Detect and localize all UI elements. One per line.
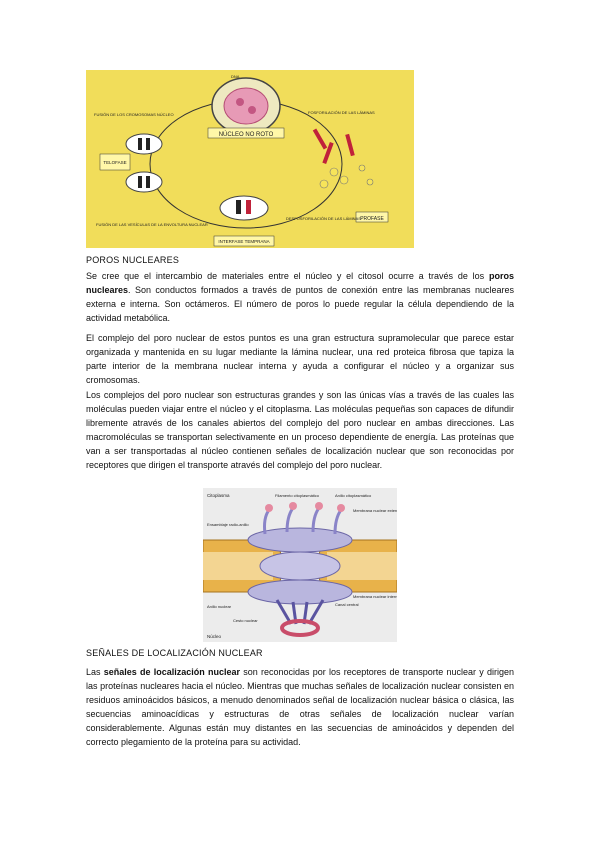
label-filamento: Filamento citoplasmático xyxy=(275,493,320,498)
cell-cycle-figure xyxy=(86,70,414,248)
label-membrana-ext: Membrana nuclear externa xyxy=(353,508,397,513)
telofase-label: TELOFASE xyxy=(103,160,127,165)
interfase-label: INTERFASE TEMPRANA xyxy=(218,239,270,244)
phosphorylation-label: FOSFORILACIÓN DE LAS LÁMINAS xyxy=(308,110,375,115)
label-nucleo: Núcleo xyxy=(207,634,222,639)
nuclear-ring xyxy=(248,580,352,604)
profase-label: PROFASE xyxy=(360,216,384,222)
paragraph-senales-1 xyxy=(86,665,514,749)
label-canal: Canal central xyxy=(335,602,359,607)
paragraph-text: . Son conductos formados a través de puntos de conexión entre las membranas nucleares externa e interna. Son octámeros. El número de poros lo puede regular la célula dependiendo de la actividad metabólica. xyxy=(86,285,514,323)
telophase-stage xyxy=(94,112,174,192)
cyto-filament xyxy=(335,510,341,534)
label-citoplasma: Citoplasma xyxy=(207,493,230,498)
paragraph-bold-term: poros nucleares xyxy=(86,271,514,295)
paragraph-text: son reconocidas por los receptores de transporte nuclear y dirigen las proteínas nucleares hacia el núcleo. Mientras que muchas señales de localización nuclear consisten en residuos aminoácidos básicos, a menudo denominados señal de localización nuclear básica o clásica, las secuencias aminoacídicas y estructuras de otras señales de localización nuclear varían considerablemente. Algunas están muy distantes en las secuencias de aminoácidos y dependen del correcto plegamiento de la proteína para su actividad. xyxy=(86,667,514,747)
interphase-nucleus xyxy=(208,74,284,138)
paragraph-text: Se cree que el intercambio de materiales entre el núcleo y el citosol ocurre a través de los xyxy=(86,271,489,281)
label-anillo-nuc: Anillo nuclear xyxy=(207,604,232,609)
paragraph-poros-1 xyxy=(86,269,514,325)
label-anillo-cito: Anillo citoplasmático xyxy=(335,493,372,498)
paragraph-poros-3: Los complejos del poro nuclear son estructuras grandes y son las únicas vías a través de las cuales las moléculas pueden viajar entre el núcleo y el citoplasma. Las moléculas pequeñas son capaces de difundir libremente através de los canales abiertos del complejo del poro nuclear en ambas direcciones. Las macromoléculas se transportan selectivamente en un proceso dependiente de energía. Las proteínas que van a ser transportadas al núcleo contienen señales de localización nuclear que son reconocidas por receptores que dirigen el transporte através del complejo del poro nuclear. xyxy=(86,390,514,470)
paragraph-text: Las xyxy=(86,667,104,677)
filament-tip xyxy=(265,504,273,512)
filament-tip xyxy=(315,502,323,510)
label-ensamblaje: Ensamblaje radio-anillo xyxy=(207,522,249,527)
nucleo-label: NÚCLEO NO ROTO xyxy=(218,132,274,138)
dna-label: DNA xyxy=(231,74,240,79)
vesicle-fusion-label: FUSIÓN DE LAS VESÍCULAS DE LA ENVOLTURA NUCLEAR xyxy=(96,222,208,227)
dephosphorylation-label: DESFOSFORILACIÓN DE LAS LÁMINAS xyxy=(286,216,361,221)
basket-ring xyxy=(282,621,318,635)
paragraph-bold-term: señales de localización nuclear xyxy=(103,667,241,677)
cell-cycle-diagram xyxy=(86,70,414,248)
pore-complex-diagram xyxy=(203,488,397,642)
fusion-label: FUSIÓN DE LOS CROMOSOMAS NÚCLEO xyxy=(94,112,174,117)
paragraph-poros-2: El complejo del poro nuclear de estos puntos es una gran estructura supramolecular que parece estar organizada y mantenida en su lugar mediante la lámina nuclear, una red proteica fibrosa que tapiza la parte interior de la membrana nuclear interna y ayuda a configurar el núcleo y a organizar sus cromosomas. xyxy=(86,333,514,385)
filament-tip xyxy=(337,504,345,512)
spoke-assembly xyxy=(260,552,340,580)
section-title-poros: POROS NUCLEARES xyxy=(86,255,180,265)
section-title-senales: SEÑALES DE LOCALIZACIÓN NUCLEAR xyxy=(86,648,263,658)
label-cesto: Cesto nuclear xyxy=(233,618,258,623)
pore-complex-figure xyxy=(203,488,397,642)
label-membrana-int: Membrana nuclear interna xyxy=(353,594,397,599)
filament-tip xyxy=(289,502,297,510)
